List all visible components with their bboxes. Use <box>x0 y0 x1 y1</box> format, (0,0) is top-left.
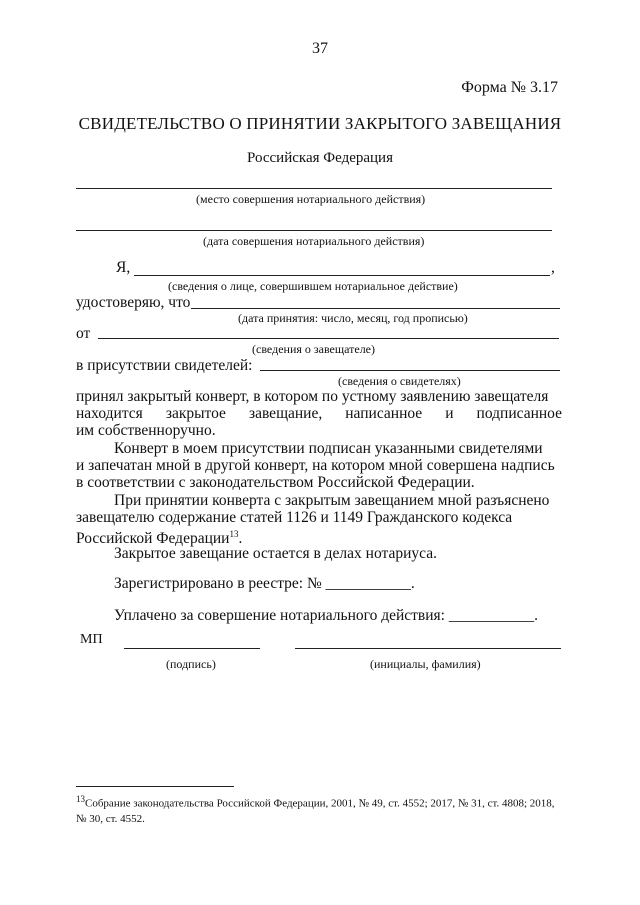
paragraph-line: Конверт в моем присутствии подписан указанными свидетелями <box>114 440 543 457</box>
witnesses-label: в присутствии свидетелей: <box>76 357 253 374</box>
i-comma: , <box>551 259 555 276</box>
registry-line <box>76 575 562 592</box>
paragraph-explained <box>76 492 562 547</box>
form-number: Форма № 3.17 <box>461 79 558 96</box>
footnote-number: 13 <box>76 794 85 804</box>
page-number: 37 <box>312 40 328 57</box>
paragraph-line: принял закрытый конверт, в котором по устному заявлению завещателя <box>76 388 549 405</box>
accept-date-field-line <box>191 308 560 309</box>
paragraph-line: и запечатан мной в другой конверт, на котором мной совершена надпись <box>76 457 555 474</box>
witnesses-caption: (сведения о свидетелях) <box>338 374 461 388</box>
seal-label: МП <box>80 632 103 647</box>
paragraph-period: . <box>238 530 243 548</box>
testator-caption: (сведения о завещателе) <box>252 342 376 356</box>
payment-text: Уплачено за совершение нотариального действия: ___________. <box>114 607 538 624</box>
paragraph-line <box>76 526 562 547</box>
notary-field-line <box>134 275 550 276</box>
paragraph-line: При принятии конверта с закрытым завещанием мной разъяснено <box>114 492 550 509</box>
signature-caption: (подпись) <box>166 657 216 671</box>
from-label: от <box>76 325 91 342</box>
paragraph-line: завещателю содержание статей 1126 и 1149 Гражданского кодекса <box>76 509 513 526</box>
document-title: СВИДЕТЕЛЬСТВО О ПРИНЯТИИ ЗАКРЫТОГО ЗАВЕЩАНИЯ <box>78 114 562 133</box>
accept-date-caption: (дата принятия: число, месяц, год прописью) <box>238 311 468 325</box>
paragraph-accepted <box>76 388 562 439</box>
paragraph-envelope <box>76 440 562 491</box>
witnesses-field-line <box>260 370 560 371</box>
paragraph-line: Закрытое завещание остается в делах нотариуса. <box>114 545 437 562</box>
notary-caption: (сведения о лице, совершившем нотариальное действие) <box>168 279 458 293</box>
paragraph-line: находится закрытое завещание, написанное и подписанное <box>76 405 562 422</box>
country-label: Российская Федерация <box>247 150 393 166</box>
name-line <box>295 648 561 649</box>
date-field-line <box>76 230 552 231</box>
place-field-line <box>76 188 552 189</box>
footnote-text: Собрание законодательства Российской Федерации, 2001, № 49, ст. 4552; 2017, № 31, ст. 4808; 2018, № 30, ст. 4552. <box>76 797 555 825</box>
footnote <box>76 792 564 827</box>
testator-field-line <box>98 338 559 339</box>
certify-label: удостоверяю, что <box>76 294 191 311</box>
signature-line <box>124 648 260 649</box>
place-caption: (место совершения нотариального действия) <box>196 192 426 206</box>
footnote-reference: 13 <box>229 529 239 539</box>
payment-line <box>76 607 562 624</box>
i-label: Я, <box>116 259 131 276</box>
paragraph-text: Российской Федерации <box>76 530 230 548</box>
date-caption: (дата совершения нотариального действия) <box>203 234 425 248</box>
paragraph-kept <box>76 545 562 562</box>
registry-text: Зарегистрировано в реестре: № ___________. <box>114 575 415 592</box>
name-caption: (инициалы, фамилия) <box>370 657 481 671</box>
paragraph-line: в соответствии с законодательством Российской Федерации. <box>76 474 475 491</box>
footnote-separator <box>76 786 234 787</box>
paragraph-line: им собственноручно. <box>76 422 216 439</box>
